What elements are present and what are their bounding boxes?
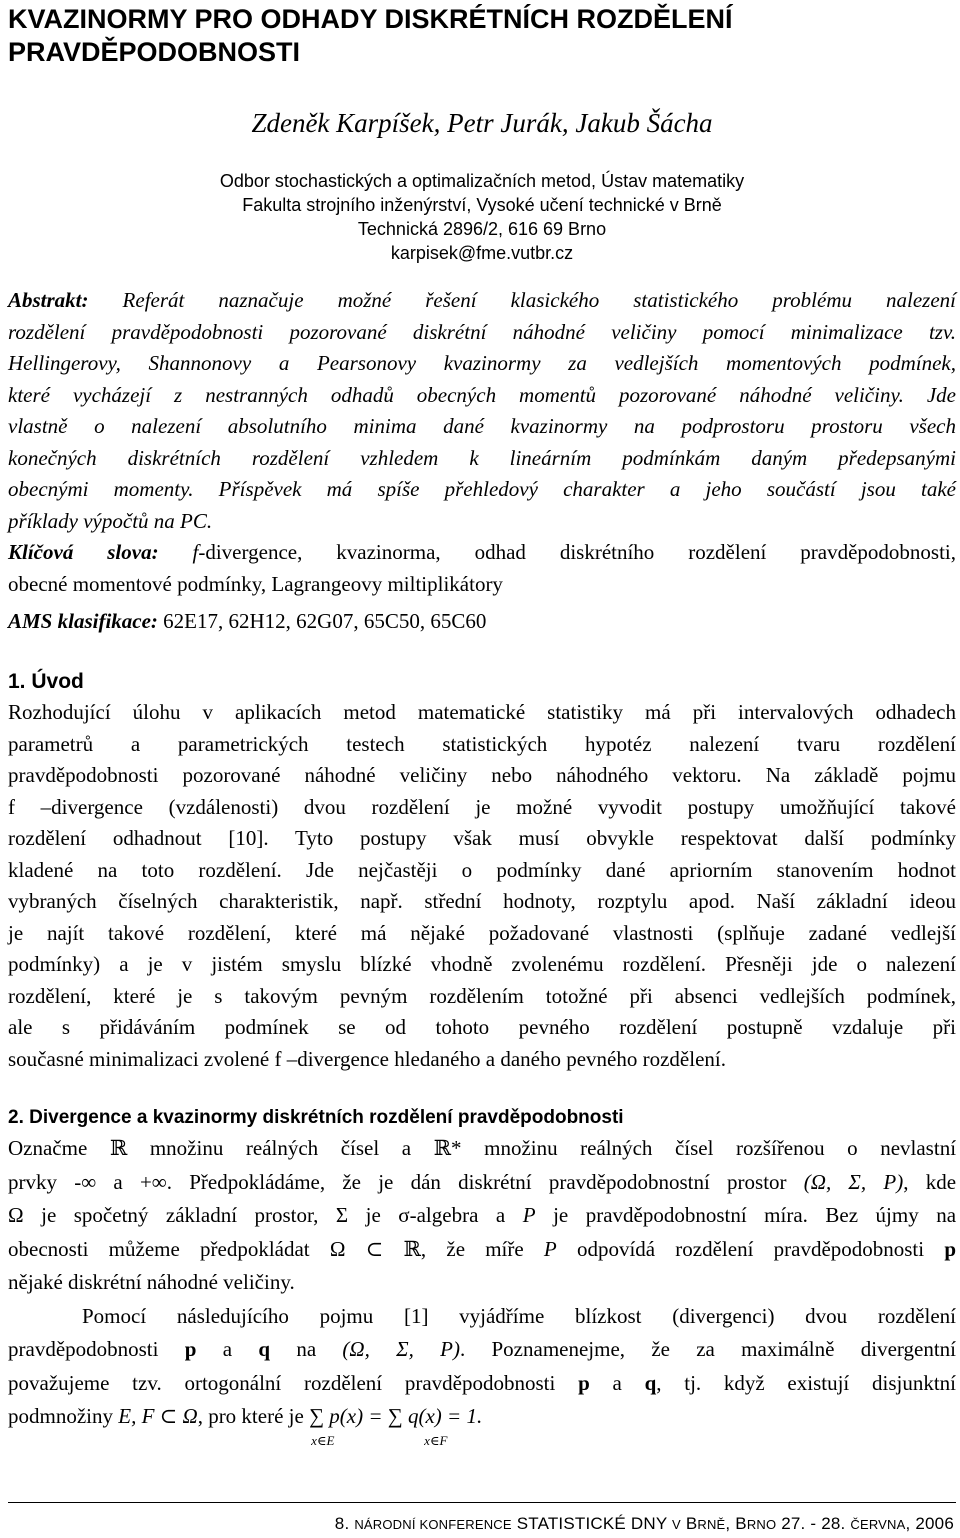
email: karpisek@fme.vutbr.cz [390,243,574,263]
paper-title [8,3,956,69]
paper-page [8,0,957,1448]
keywords: Klíčová slova: f-divergence, kvazinorma, odhad diskrétního rozdělení pravděpodobnosti, obecné momentové podmínky, Lagrangeovy miltiplikátory [8,540,957,596]
extended-reals-symbol: ℝ* [433,1136,462,1160]
sum-index-f: x∈F [424,1433,448,1448]
sum-equation: ∑ p(x) = ∑ q(x) = 1. x∈E x∈F [309,1400,482,1434]
footer-rule [8,1502,956,1503]
keywords-label: Klíčová slova: [8,540,159,564]
abstract [8,285,956,537]
ams-codes: 62E17, 62H12, 62G07, 65C50, 65C60 [163,609,487,633]
abstract-line: rozdělení pravděpodobnosti pozorované diskrétní náhodné veličiny pomocí minimalizace tzv. [8,319,956,344]
sum-index-e: x∈E [311,1433,335,1448]
section-2-heading: 2. Divergence a kvazinormy diskrétních rozdělení pravděpodobnosti [8,1107,624,1128]
affiliation [8,169,956,265]
abstract-line: konečných diskrétních rozdělení vzhledem k lineárním podmínkám daným předepsanými [8,445,956,470]
section-2-body: Označme ℝ množinu reálných čísel a ℝ* množinu reálných čísel rozšířenou o nevlastní prvky -∞ a +∞. Předpokládáme, že je dán diskrétní pravděpodobnostní prostor (Ω, Σ, P), kde Ω je spočetný základní prostor, Σ je σ-algebra a P je pravděpodobnostní míra. Bez újmy na obecnosti můžeme předpokládat Ω ⊂ ℝ, že míře P odpovídá rozdělení pravděpodobnosti p nějaké diskrétní náhodné veličiny. Pomocí následujícího pojmu [1] vyjádříme blízkost (divergenci) dvou rozdělení pravděpodobnosti p a q na (Ω, Σ, P). Poznamenejme, že za maximálně divergentní považujeme tzv. ortogonální rozdělení pravděpodobnosti p a q, tj. když existují disjunktní podmnožiny E, F ⊂ Ω, pro které je ∑ p(x) = ∑ q(x) = 1. x∈E x∈F [8,1132,956,1434]
section-1-heading: 1. Úvod [8,670,84,693]
abstract-label: Abstrakt: [8,288,89,312]
reals-symbol: ℝ [109,1136,128,1160]
abstract-line: Hellingerovy, Shannonovy a Pearsonovy kvazinormy za vedlejších momentových podmínek, [8,351,956,375]
conference-footer: 8. NÁRODNÍ KONFERENCE STATISTICKÉ DNY V BRNĚ, BRNO 27. - 28. ČERVNA, 2006 [334,1514,954,1533]
abstract-line: příklady výpočtů na PC. [8,508,213,533]
abstract-line: které vycházejí z nestranných odhadů obecných momentů pozorované náhodné veličiny. Jde [8,382,956,407]
affiliation-line: Fakulta strojního inženýrství, Vysoké učení technické v Brně [242,195,722,215]
authors: Zdeněk Karpíšek, Petr Jurák, Jakub Šácha [251,108,713,138]
ams-label: AMS klasifikace: [8,609,158,633]
affiliation-line: Technická 2896/2, 616 69 Brno [357,219,607,239]
abstract-line: obecnými momenty. Příspěvek má spíše přehledový charakter a jeho součástí jsou také [8,477,956,501]
title-line: KVAZINORMY PRO ODHADY DISKRÉTNÍCH ROZDĚLENÍ [8,4,733,34]
section-1-body: Rozhodující úlohu v aplikacích metod matematické statistiky má při intervalových odhadech parametrů a parametrických testech statistických hypotéz nalezení tvaru rozdělení pravděpodobnosti pozorované náhodné veličiny nebo náhodného vektoru. Na základě pojmu f –divergence (vzdálenosti) dvou rozdělení je možné vyvodit postupy umožňující takové rozdělení odhadnout [10]. Tyto postupy však musí obvykle respektovat další podmínky kladené na toto rozdělení. Jde nejčastěji o podmínky dané apriorním stanovením hodnot vybraných číselných charakteristik, např. střední hodnoty, rozptylu apod. Naší základní ideou je najít takové rozdělení, které má nějaké požadované vlastnosti (splňuje zadané vedlejší podmínky) a je v jistém smyslu blízké vhodně zvolenému rozdělení. Přesněji jde o nalezení rozdělení, které je s takovým pevným rozdělením totožné při absenci vedlejších podmínek, ale s přidáváním podmínek se od tohoto pevného rozdělení postupně vzdaluje při současné minimalizaci zvolené f –divergence hledaného a daného pevného rozdělení. [8,700,956,1071]
abstract-line: Referát naznačuje možné řešení klasického statistického problému nalezení [122,288,956,312]
affiliation-line: Odbor stochastických a optimalizačních metod, Ústav matematiky [219,171,745,191]
ams-classification [8,606,956,637]
probability-space: (Ω, Σ, P) [803,1169,904,1194]
title-line: PRAVDĚPODOBNOSTI [8,37,301,67]
abstract-line: vlastně o nalezení absolutního minima dané kvazinormy na podprostoru prostoru všech [8,414,956,438]
